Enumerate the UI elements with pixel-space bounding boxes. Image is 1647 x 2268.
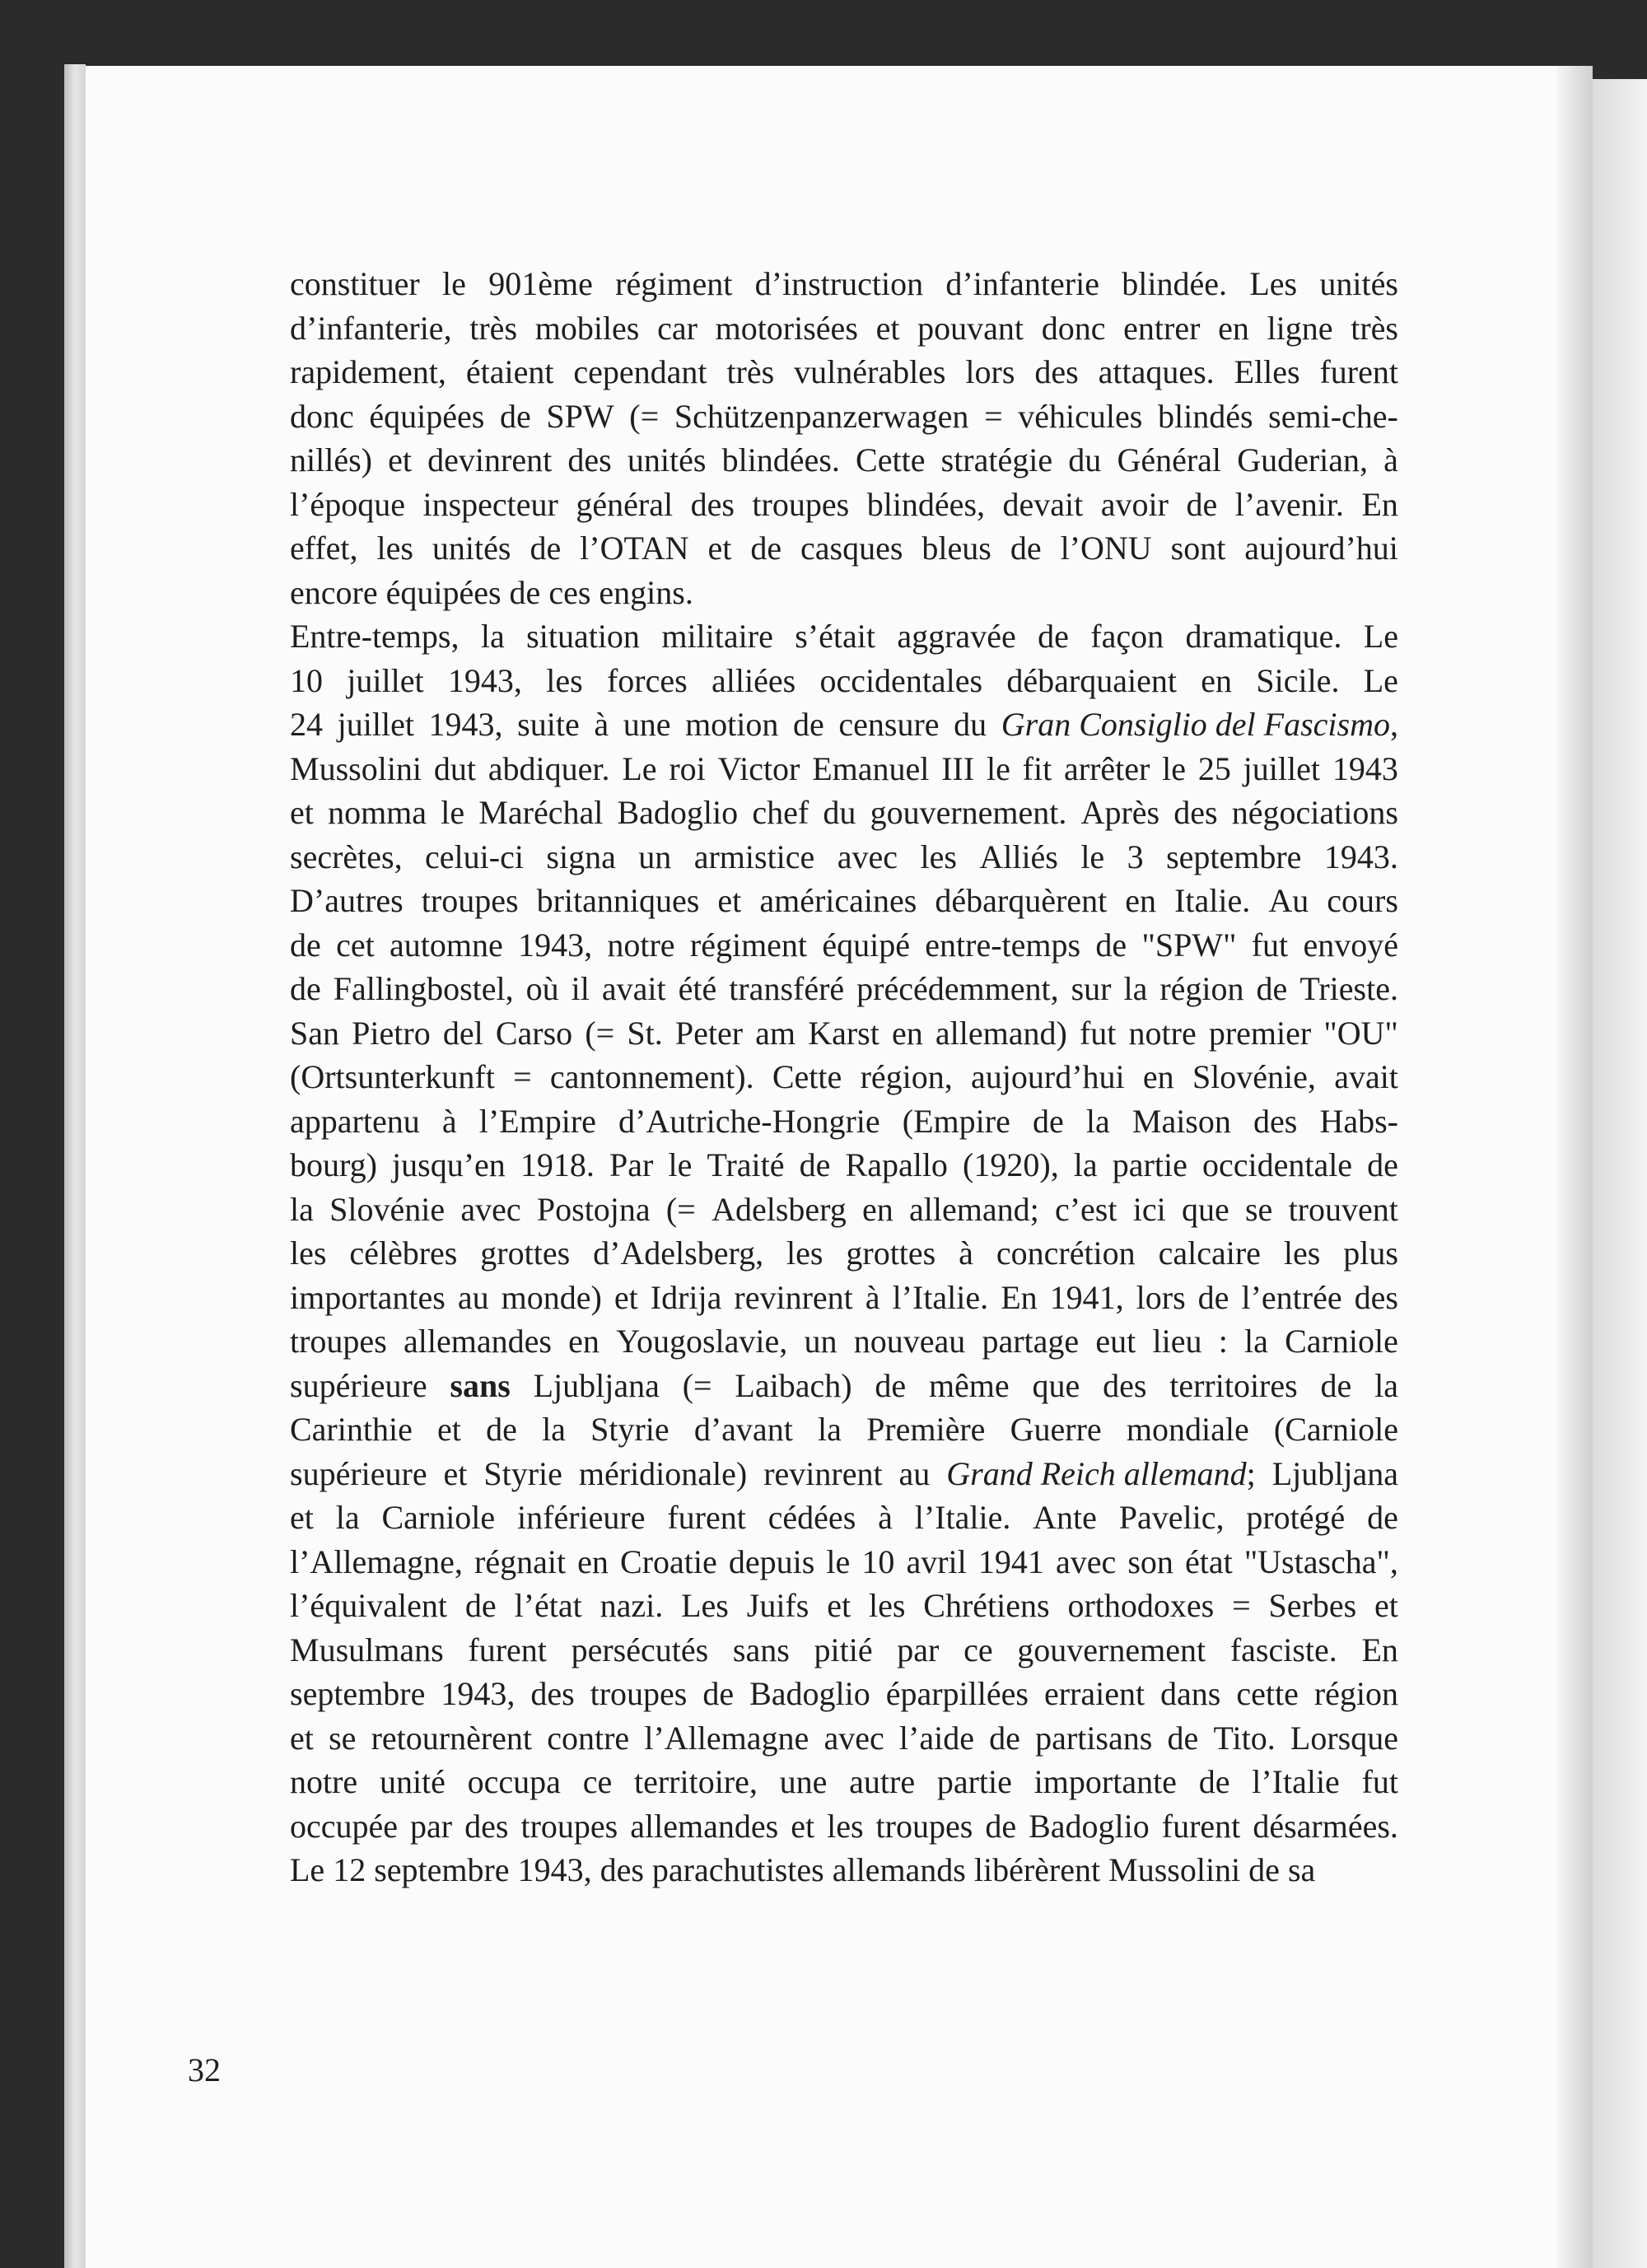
text-line: Le 12 septembre 1943, des parachutistes allemands libérèrent Mussolini de sa: [290, 1851, 1316, 1888]
page-right-shadow: [1556, 66, 1593, 2268]
text-line: (Ortsunterkunft = cantonnement). Cette région, aujourd’hui en Slovénie, avait: [290, 1058, 1398, 1095]
text-line: et se retournèrent contre l’Allemagne avec l’aide de partisans de Tito. Lorsque: [290, 1719, 1398, 1757]
text-line: troupes allemandes en Yougoslavie, un nouveau partage eut lieu : la Carniole: [290, 1323, 1398, 1360]
text-line: et nomma le Maréchal Badoglio chef du gouvernement. Après des négociations: [290, 794, 1398, 831]
text-line: Mussolini dut abdiquer. Le roi Victor Emanuel III le fit arrêter le 25 juillet 1943: [290, 749, 1398, 787]
text-line: l’Allemagne, régnait en Croatie depuis le 10 avril 1941 avec son état "Ustascha",: [290, 1542, 1398, 1580]
text-line: importantes au monde) et Idrija revinrent à l’Italie. En 1941, lors de l’entrée des: [290, 1278, 1398, 1316]
next-page-edge: [1593, 79, 1647, 2268]
text-line: effet, les unités de l’OTAN et de casques bleus de l’ONU sont aujourd’hui: [290, 530, 1398, 567]
text-line: Musulmans furent persécutés sans pitié par ce gouvernement fasciste. En: [290, 1631, 1398, 1668]
text-line: appartenu à l’Empire d’Autriche-Hongrie (Empire de la Maison des Habs-: [290, 1102, 1398, 1140]
text-line: rapidement, étaient cependant très vulnérables lors des attaques. Elles furent: [290, 353, 1398, 390]
text-line: 24 juillet 1943, suite à une motion de censure du Gran Consiglio del Fascismo,: [290, 706, 1398, 743]
text-line: septembre 1943, des troupes de Badoglio éparpillées erraient dans cette région: [290, 1675, 1398, 1712]
text-line: D’autres troupes britanniques et américaines débarquèrent en Italie. Au cours: [290, 882, 1398, 919]
text-line: bourg) jusqu’en 1918. Par le Traité de Rapallo (1920), la partie occidentale de: [290, 1146, 1398, 1183]
text-line: constituer le 901ème régiment d’instruction d’infanterie blindée. Les unités: [290, 265, 1398, 302]
text-line: encore équipées de ces engins.: [290, 573, 693, 611]
text-line: donc équipées de SPW (= Schützenpanzerwagen = véhicules blindés semi-che-: [290, 397, 1398, 435]
text-line: secrètes, celui-ci signa un armistice avec les Alliés le 3 septembre 1943.: [290, 838, 1398, 875]
text-line: les célèbres grottes d’Adelsberg, les grottes à concrétion calcaire les plus: [290, 1234, 1398, 1272]
page-number: 32: [188, 2051, 221, 2088]
text-line: occupée par des troupes allemandes et les troupes de Badoglio furent désarmées.: [290, 1807, 1398, 1845]
text-line: l’époque inspecteur général des troupes blindées, devait avoir de l’avenir. En: [290, 485, 1398, 523]
body-text: [290, 262, 1398, 1892]
text-line: supérieure et Styrie méridionale) revinrent au Grand Reich allemand; Ljubljana: [290, 1454, 1398, 1492]
text-line: l’équivalent de l’état nazi. Les Juifs et les Chrétiens orthodoxes = Serbes et: [290, 1587, 1398, 1624]
text-line: de Fallingbostel, où il avait été transféré précédemment, sur la région de Trieste.: [290, 970, 1398, 1007]
text-line: San Pietro del Carso (= St. Peter am Karst en allemand) fut notre premier "OU": [290, 1014, 1398, 1052]
text-line: de cet automne 1943, notre régiment équipé entre-temps de "SPW" fut envoyé: [290, 926, 1398, 964]
text-line: Entre-temps, la situation militaire s’était aggravée de façon dramatique. Le: [290, 618, 1398, 655]
text-line: nillés) et devinrent des unités blindées. Cette stratégie du Général Guderian, à: [290, 441, 1398, 478]
text-line: Carinthie et de la Styrie d’avant la Première Guerre mondiale (Carniole: [290, 1411, 1398, 1448]
page-binding-edge: [64, 64, 86, 2268]
text-line: notre unité occupa ce territoire, une autre partie importante de l’Italie fut: [290, 1763, 1398, 1800]
text-line: d’infanterie, très mobiles car motorisées et pouvant donc entrer en ligne très: [290, 309, 1398, 347]
text-line: supérieure sans Ljubljana (= Laibach) de même que des territoires de la: [290, 1366, 1398, 1404]
text-line: et la Carniole inférieure furent cédées à l’Italie. Ante Pavelic, protégé de: [290, 1499, 1398, 1536]
text-line: la Slovénie avec Postojna (= Adelsberg en allemand; c’est ici que se trouvent: [290, 1190, 1398, 1228]
text-line: 10 juillet 1943, les forces alliées occidentales débarquaient en Sicile. Le: [290, 661, 1398, 699]
